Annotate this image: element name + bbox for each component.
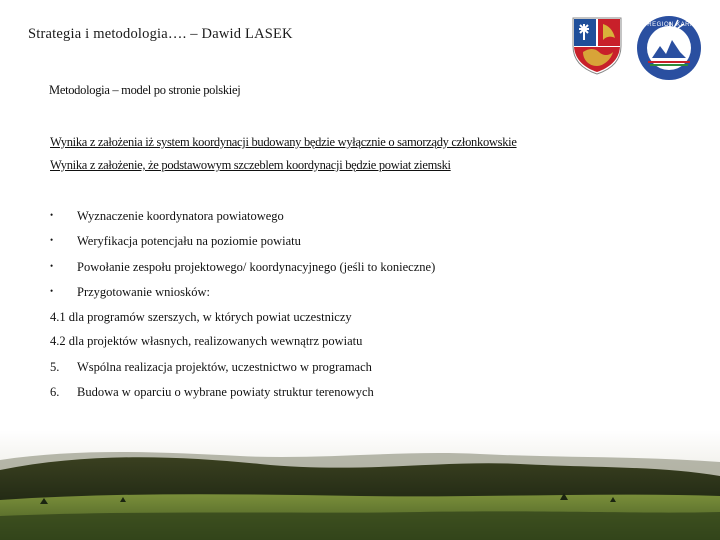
number-marker: 5. <box>50 360 60 374</box>
list-item-text: Weryfikacja potencjału na poziomie powiatu <box>77 234 301 248</box>
list-item <box>50 360 372 375</box>
coat-of-arms-logo <box>571 16 623 76</box>
euroregion-karpacki-logo <box>627 14 711 82</box>
bullet-marker: • <box>50 210 54 220</box>
euroregion-logo-text: EUROREGION KARPACKI <box>627 22 711 28</box>
list-item <box>50 285 210 300</box>
slide-title: Strategia i metodologia…. – Dawid LASEK <box>28 26 293 42</box>
list-item <box>50 334 362 349</box>
bullet-marker: • <box>50 286 54 296</box>
list-item-text: Wyznaczenie koordynatora powiatowego <box>77 209 284 223</box>
list-item-text: 4.1 dla programów szerszych, w których powiat uczestniczy <box>50 310 352 324</box>
list-item <box>50 260 435 275</box>
list-item-text: Wspólna realizacja projektów, uczestnictwo w programach <box>77 360 372 374</box>
list-item-text: Budowa w oparciu o wybrane powiaty struktur terenowych <box>77 385 374 399</box>
list-item <box>50 310 352 325</box>
list-item <box>50 234 301 249</box>
landscape-image <box>0 430 720 540</box>
underlined-statement: Wynika z założenia iż system koordynacji budowany będzie wyłącznie o samorządy członkowskie <box>50 135 517 149</box>
bullet-marker: • <box>50 261 54 271</box>
section-subtitle: Metodologia – model po stronie polskiej <box>49 83 241 97</box>
list-item <box>50 385 374 400</box>
list-item-text: Przygotowanie wniosków: <box>77 285 210 299</box>
number-marker: 6. <box>50 385 60 399</box>
list-item-text: Powołanie zespołu projektowego/ koordynacyjnego (jeśli to konieczne) <box>77 260 436 274</box>
underlined-statement: Wynika z założenie, że podstawowym szczeblem koordynacji będzie powiat ziemski <box>50 158 451 172</box>
bullet-marker: • <box>50 235 54 245</box>
list-item-text: 4.2 dla projektów własnych, realizowanych wewnątrz powiatu <box>50 334 363 348</box>
list-item <box>50 209 284 224</box>
